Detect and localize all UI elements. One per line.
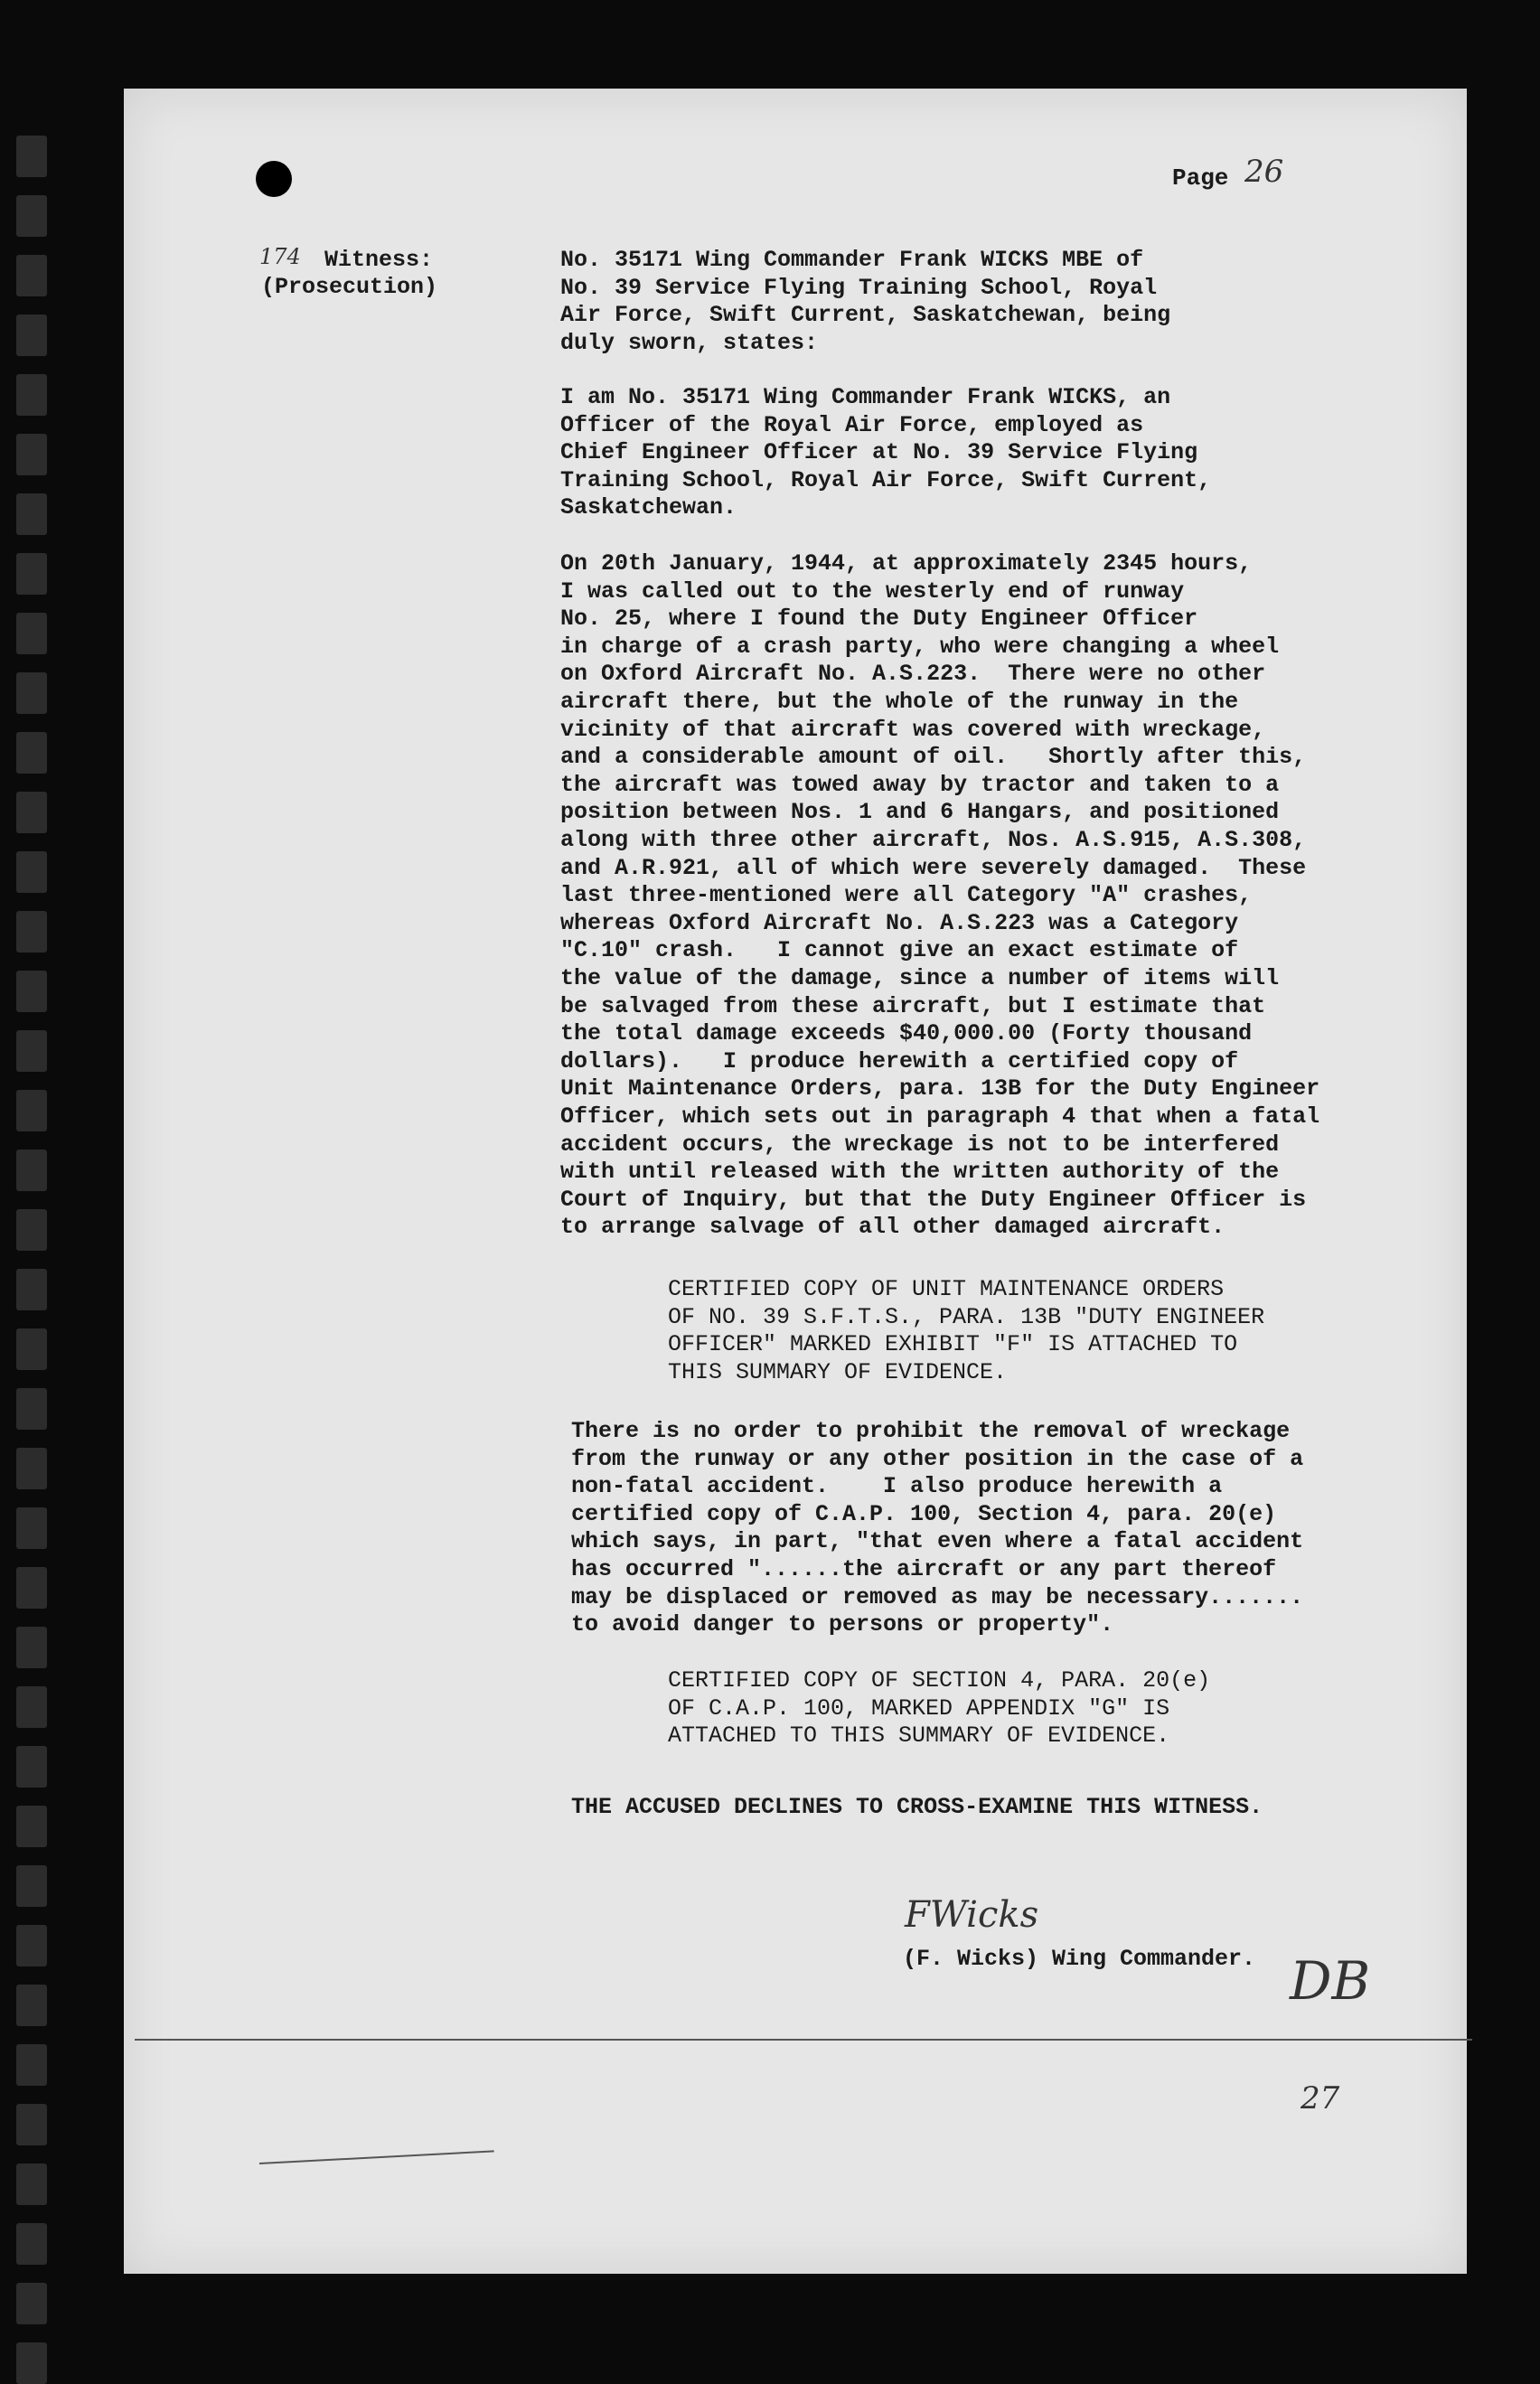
sprocket-hole: [16, 1925, 47, 1966]
text-line: No. 25, where I found the Duty Engineer Officer: [560, 605, 1198, 633]
text-line: Chief Engineer Officer at No. 39 Service Flying: [560, 439, 1198, 466]
sprocket-hole: [16, 2283, 47, 2324]
sprocket-hole: [16, 2044, 47, 2086]
sprocket-hole: [16, 732, 47, 774]
text-line: No. 35171 Wing Commander Frank WICKS MBE of: [560, 247, 1144, 273]
sprocket-hole: [16, 1865, 47, 1907]
sprocket-hole: [16, 2342, 47, 2384]
text-line: OFFICER" MARKED EXHIBIT "F" IS ATTACHED TO: [668, 1331, 1238, 1358]
text-line: I am No. 35171 Wing Commander Frank WICKS, an: [560, 384, 1171, 410]
text-line: There is no order to prohibit the removal of wreckage: [571, 1418, 1291, 1444]
text-line: to avoid danger to persons or property".: [571, 1611, 1114, 1638]
sprocket-hole: [16, 493, 47, 535]
text-line: THIS SUMMARY OF EVIDENCE.: [668, 1358, 1008, 1385]
text-line: from the runway or any other position in the case of a: [571, 1445, 1304, 1472]
text-line: and a considerable amount of oil. Shortly after this,: [560, 744, 1307, 771]
text-line: CERTIFIED COPY OF UNIT MAINTENANCE ORDERS: [668, 1276, 1225, 1302]
sprocket-hole: [16, 434, 47, 475]
witness-label: Witness:: [324, 247, 434, 273]
text-line: with until released with the written authority of the: [560, 1159, 1280, 1186]
sprocket-hole: [16, 1746, 47, 1788]
sprocket-hole: [16, 1686, 47, 1728]
text-line: on Oxford Aircraft No. A.S.223. There were no other: [560, 661, 1266, 688]
document-page: [124, 89, 1467, 2274]
text-line: last three-mentioned were all Category "A" crashes,: [560, 882, 1253, 909]
sprocket-hole: [16, 255, 47, 296]
page-number-handwritten: 26: [1244, 154, 1284, 190]
signature-caption: (F. Wicks) Wing Commander.: [903, 1946, 1256, 1972]
declines-statement: THE ACCUSED DECLINES TO CROSS-EXAMINE THIS WITNESS.: [571, 1794, 1263, 1820]
text-line: and A.R.921, all of which were severely damaged. These: [560, 854, 1307, 881]
text-line: aircraft there, but the whole of the runway in the: [560, 689, 1239, 715]
sprocket-hole: [16, 613, 47, 654]
text-line: OF C.A.P. 100, MARKED APPENDIX "G" IS: [668, 1694, 1170, 1722]
sprocket-hole: [16, 672, 47, 714]
sprocket-hole: [16, 911, 47, 953]
text-line: Officer, which sets out in paragraph 4 that when a fatal: [560, 1103, 1320, 1130]
text-line: be salvaged from these aircraft, but I estimate that: [560, 992, 1266, 1019]
sprocket-hole: [16, 1328, 47, 1370]
sprocket-hole: [16, 1150, 47, 1191]
sprocket-hole: [16, 2104, 47, 2145]
corner-number-handwritten: 27: [1301, 2080, 1340, 2117]
text-line: CERTIFIED COPY OF SECTION 4, PARA. 20(e): [668, 1667, 1211, 1694]
text-line: the aircraft was towed away by tractor and taken to a: [560, 771, 1280, 798]
text-line: in charge of a crash party, who were changing a wheel: [560, 633, 1280, 660]
sprocket-hole: [16, 553, 47, 595]
text-line: No. 39 Service Flying Training School, Royal: [560, 274, 1158, 301]
sprocket-hole: [16, 1507, 47, 1549]
text-line: Court of Inquiry, but that the Duty Engineer Officer is: [560, 1186, 1307, 1213]
text-line: whereas Oxford Aircraft No. A.S.223 was a Category: [560, 909, 1239, 936]
text-line: along with three other aircraft, Nos. A.S.915, A.S.308,: [560, 827, 1307, 853]
rule-line: [135, 2039, 1472, 2041]
sprocket-hole: [16, 1985, 47, 2026]
text-line: "C.10" crash. I cannot give an exact estimate of: [560, 937, 1239, 964]
text-line: has occurred "......the aircraft or any part thereof: [571, 1556, 1277, 1582]
sprocket-hole: [16, 1209, 47, 1251]
text-line: vicinity of that aircraft was covered with wreckage,: [560, 716, 1266, 743]
text-line: Unit Maintenance Orders, para. 13B for the Duty Engineer: [560, 1075, 1320, 1103]
text-line: non-fatal accident. I also produce herewith a: [571, 1473, 1223, 1500]
sprocket-hole: [16, 1090, 47, 1131]
sprocket-hole: [16, 1269, 47, 1310]
text-line: Saskatchewan.: [560, 494, 737, 521]
text-line: Training School, Royal Air Force, Swift Current,: [560, 466, 1212, 493]
text-line: which says, in part, "that even where a fatal accident: [571, 1528, 1304, 1555]
signature: FWicks: [905, 1894, 1039, 1936]
sprocket-hole: [16, 1448, 47, 1489]
text-line: may be displaced or removed as may be necessary.......: [571, 1583, 1304, 1610]
sprocket-hole: [16, 971, 47, 1012]
sprocket-hole: [16, 792, 47, 833]
text-line: the value of the damage, since a number of items will: [560, 965, 1280, 991]
sprocket-hole: [16, 1806, 47, 1847]
sprocket-hole: [16, 851, 47, 893]
prosecution-label: (Prosecution): [261, 274, 438, 300]
sprocket-hole: [16, 195, 47, 237]
text-line: to arrange salvage of all other damaged aircraft.: [560, 1214, 1225, 1241]
sprocket-hole: [16, 1627, 47, 1668]
sprocket-hole: [16, 1030, 47, 1072]
initials: DB: [1290, 1950, 1371, 2012]
text-line: dollars). I produce herewith a certified copy of: [560, 1047, 1239, 1075]
sprocket-hole: [16, 136, 47, 177]
text-line: Air Force, Swift Current, Saskatchewan, being: [560, 302, 1171, 329]
text-line: On 20th January, 1944, at approximately 2345 hours,: [560, 550, 1253, 577]
sprocket-hole: [16, 2223, 47, 2265]
film-strip-sprockets: [0, 0, 54, 2379]
text-line: duly sworn, states:: [560, 329, 819, 356]
text-line: certified copy of C.A.P. 100, Section 4, para. 20(e): [571, 1500, 1277, 1527]
text-line: Officer of the Royal Air Force, employed as: [560, 411, 1144, 438]
sprocket-hole: [16, 2163, 47, 2205]
text-line: accident occurs, the wreckage is not to be interfered: [560, 1131, 1280, 1158]
rule-line: [259, 2150, 494, 2164]
page-label: Page: [1172, 164, 1229, 192]
text-line: the total damage exceeds $40,000.00 (Forty thousand: [560, 1020, 1253, 1047]
text-line: ATTACHED TO THIS SUMMARY OF EVIDENCE.: [668, 1722, 1170, 1750]
sprocket-hole: [16, 1567, 47, 1609]
sprocket-hole: [16, 374, 47, 416]
text-line: I was called out to the westerly end of runway: [560, 577, 1185, 605]
sprocket-hole: [16, 314, 47, 356]
sprocket-hole: [16, 1388, 47, 1430]
text-line: OF NO. 39 S.F.T.S., PARA. 13B "DUTY ENGINEER: [668, 1303, 1265, 1330]
punch-hole: [256, 161, 292, 197]
margin-mark-handwritten: 174: [259, 244, 301, 269]
text-line: position between Nos. 1 and 6 Hangars, and positioned: [560, 799, 1280, 826]
